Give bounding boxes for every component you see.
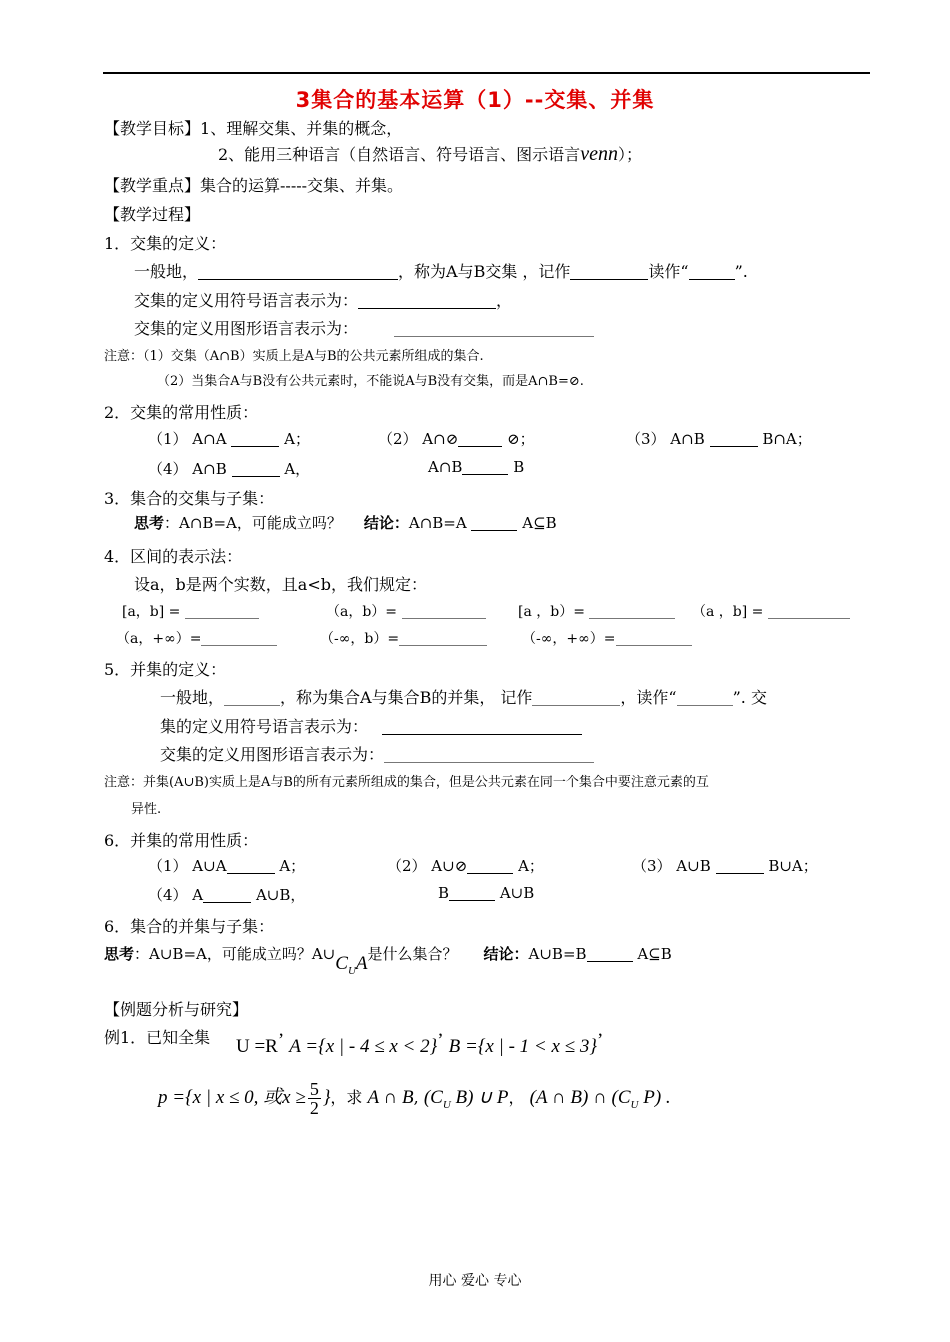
subscript: U: [630, 1098, 639, 1111]
text: （4） A∩B: [148, 460, 227, 478]
text: （-∞，b）=: [320, 631, 400, 647]
note-1: 注意：（1）交集（A∩B）实质上是A与B的公共元素所组成的集合.: [104, 349, 484, 364]
blank[interactable]: [587, 946, 633, 962]
text: ：A∪B=A，可能成立吗？A∪: [134, 945, 336, 963]
section-2-heading: 2．交集的常用性质：: [104, 403, 259, 422]
text: ⊘；: [507, 430, 535, 448]
blank[interactable]: [458, 431, 502, 447]
text: （a ，b] =: [692, 604, 764, 620]
text: [a ，b）=: [518, 604, 585, 620]
text: A∪B=B: [528, 945, 587, 963]
text: B: [513, 458, 525, 476]
text: A∪B: [499, 884, 535, 902]
property-2-1: [148, 428, 310, 449]
text: C: [335, 953, 348, 974]
text: A，: [284, 460, 311, 478]
text: A；: [279, 857, 306, 875]
blank[interactable]: [710, 431, 758, 447]
universal-set: U =R: [236, 1036, 278, 1057]
think-line-3: [134, 512, 557, 533]
blank[interactable]: [185, 604, 259, 619]
text: A∪B，: [255, 886, 306, 904]
process-label: 【教学过程】: [104, 205, 201, 224]
text: 一般地，: [160, 688, 225, 707]
text: （2）当集合A与B没有公共元素时，不能说A与B没有交集，而是A∩B=: [157, 374, 569, 389]
text: 一般地，: [134, 262, 199, 281]
focus-label: 【教学重点】: [104, 176, 201, 195]
section-5-heading: 5．并集的定义：: [104, 660, 227, 679]
section-1-heading: 1．交集的定义：: [104, 234, 227, 253]
union-def-line: [160, 685, 767, 708]
text: 集的定义用符号语言表示为：: [160, 717, 369, 736]
text: 交集的定义用图形语言表示为：: [134, 319, 359, 338]
objectives-line-1: [104, 116, 402, 139]
fraction: [308, 1080, 321, 1117]
text: ，求: [330, 1088, 363, 1107]
text: ：A∩B=A，可能成立吗？: [164, 514, 342, 532]
property-6-4: [148, 884, 305, 905]
subscript: U: [347, 964, 356, 977]
text: }: [322, 1087, 331, 1108]
intersection-symbol-line: [134, 288, 512, 311]
interval-closed: [122, 601, 259, 621]
separator: ’: [277, 1030, 285, 1051]
text: 交集的定义用图形语言表示为：: [160, 745, 385, 764]
examples-label: 【例题分析与研究】: [104, 1000, 249, 1019]
text: 读作“: [648, 262, 689, 281]
blank[interactable]: [231, 431, 279, 447]
text: A: [355, 953, 368, 974]
interval-all: [522, 628, 692, 648]
top-rule: [103, 72, 870, 74]
text: A；: [284, 430, 310, 448]
empty-set-icon: ⊘: [568, 374, 580, 389]
text: .: [579, 374, 584, 389]
objective-item-2-end: ）；: [617, 145, 642, 164]
text: ，: [496, 291, 513, 310]
text: A⊆B: [522, 514, 557, 532]
text: （-∞，+∞）=: [522, 631, 616, 647]
section-6-heading: 6．并集的常用性质：: [104, 831, 259, 850]
property-2-2: [378, 428, 535, 449]
venn-term: venn: [580, 143, 618, 165]
text: B∩A；: [762, 430, 812, 448]
intersection-def-line: [134, 259, 748, 282]
blank[interactable]: [203, 887, 251, 903]
objective-item-2: 2、能用三种语言（自然语言、符号语言、图示语言: [218, 145, 581, 164]
blank-definition[interactable]: [224, 689, 280, 706]
blank-definition[interactable]: [198, 263, 398, 280]
text: ，称为A与B交集 ，记作: [398, 262, 571, 281]
example-1-sets: [236, 1030, 604, 1058]
property-6-5: [438, 884, 534, 902]
text: (A ∩ B) ∩ (C: [529, 1087, 631, 1108]
text: [a，b] =: [122, 604, 181, 620]
interval-intro: 设a，b是两个实数，且a<b，我们规定：: [134, 575, 427, 594]
text: B∪A；: [768, 857, 818, 875]
objectives-label: 【教学目标】: [104, 119, 201, 138]
text: （3） A∪B: [632, 857, 711, 875]
union-graphic-line: [160, 742, 594, 765]
blank[interactable]: [232, 461, 280, 477]
numerator: 5: [309, 1079, 319, 1099]
property-2-5: [428, 458, 524, 476]
blank[interactable]: [462, 459, 508, 475]
focus-line: [104, 173, 403, 196]
example-1-label: 例1．已知全集: [104, 1028, 211, 1047]
blank-graphic[interactable]: [384, 746, 594, 763]
property-2-3: [626, 428, 812, 449]
interval-open: [326, 601, 486, 621]
blank[interactable]: [589, 604, 675, 619]
think-label: 思考: [104, 945, 135, 963]
interval-half-open-left: [692, 601, 850, 621]
focus-text: 集合的运算-----交集、并集。: [200, 176, 404, 195]
interval-neg-inf-b: [320, 628, 487, 648]
question-3: [529, 1087, 671, 1111]
empty-set-icon: ⊘: [445, 430, 459, 448]
text: （2） A∩: [378, 430, 446, 448]
property-6-1: [148, 855, 305, 876]
text: （1） A∪A: [148, 857, 227, 875]
separator: ’: [437, 1030, 444, 1051]
subscript: U: [442, 1098, 451, 1111]
conclusion-label: 结论：: [363, 514, 409, 532]
text: 是什么集合？: [367, 945, 458, 963]
blank[interactable]: [449, 885, 495, 901]
separator: ’: [596, 1030, 604, 1051]
blank[interactable]: [471, 515, 517, 531]
blank-reading[interactable]: [677, 689, 733, 706]
interval-half-open-right: [518, 601, 675, 621]
blank[interactable]: [201, 631, 277, 646]
text: B: [438, 884, 450, 902]
text: A: [637, 945, 649, 963]
interval-a-inf: [116, 628, 277, 648]
complement-cu: [335, 953, 368, 977]
question-2: [423, 1087, 509, 1111]
text: （1） A∩A: [148, 430, 227, 448]
text: （a，+∞）=: [116, 631, 202, 647]
text: （2） A∪: [387, 857, 455, 875]
text: （4） A: [148, 886, 204, 904]
question-1: A ∩ B: [367, 1087, 414, 1108]
text: ⊆B: [648, 945, 672, 963]
text: ”.: [734, 262, 748, 281]
union-symbol-line: [160, 714, 582, 737]
union-note-1: 注意：并集(A∪B)实质上是A与B的所有元素所组成的集合，但是公共元素在同一个集合中要注意元素的互: [104, 775, 709, 790]
objective-item-1: 1、理解交集、并集的概念，: [200, 119, 403, 138]
set-b: B ={x | - 1 < x ≤ 3}: [448, 1036, 597, 1057]
union-note-2: 异性.: [131, 802, 162, 817]
text: P) .: [638, 1087, 671, 1108]
text: A；: [518, 857, 544, 875]
intersection-graphic-line: [134, 316, 594, 339]
think-line-7: [104, 943, 672, 977]
blank[interactable]: [227, 858, 275, 874]
property-2-4: [148, 458, 310, 479]
objectives-line-2: [218, 142, 642, 166]
example-1-question: p ={x | x ≤ 0, 或x ≥ $\frac{5}{2}$ }，求 A ∩ B, ($C_U$ B) ∪ P， (A ∩ B) ∩ ($C_U$ P) .: [158, 1079, 671, 1118]
note-2: [157, 370, 584, 389]
blank-notation[interactable]: [532, 689, 620, 706]
blank[interactable]: [402, 604, 486, 619]
property-6-2: [387, 855, 544, 876]
text: A∩B=A: [408, 514, 467, 532]
blank-reading[interactable]: [689, 263, 735, 280]
blank-notation[interactable]: [570, 263, 648, 280]
think-label: 思考: [134, 514, 165, 532]
blank[interactable]: [716, 858, 764, 874]
blank[interactable]: [399, 631, 487, 646]
text: B) ∪ P: [450, 1087, 509, 1108]
denominator: 2: [309, 1098, 319, 1118]
text: （a，b）=: [326, 604, 398, 620]
blank-symbol[interactable]: [382, 718, 582, 735]
blank[interactable]: [616, 631, 692, 646]
footer-text: 用心 爱心 专心: [428, 1273, 522, 1289]
set-a: A ={x | - 4 ≤ x < 2}: [289, 1036, 438, 1057]
text: （3） A∩B: [626, 430, 705, 448]
empty-set-icon: ⊘: [454, 857, 468, 875]
text: 交集的定义用符号语言表示为：: [134, 291, 359, 310]
section-3-heading: 3．集合的交集与子集：: [104, 489, 275, 508]
blank[interactable]: [768, 604, 850, 619]
set-p: p ={x | x ≤ 0, 或x ≥: [158, 1087, 306, 1108]
blank-symbol[interactable]: [358, 292, 496, 309]
text: ，称为集合A与集合B的并集， 记作: [280, 688, 533, 707]
page-title: 3集合的基本运算（1）--交集、并集: [295, 88, 655, 112]
text: A∩B: [428, 458, 463, 476]
text: ，读作“: [620, 688, 677, 707]
text: (C: [423, 1087, 443, 1108]
property-6-3: [632, 855, 818, 876]
section-7-heading: 6．集合的并集与子集：: [104, 917, 275, 936]
blank-graphic[interactable]: [394, 320, 594, 337]
text: ”. 交: [732, 688, 767, 707]
blank[interactable]: [467, 858, 513, 874]
section-4-heading: 4．区间的表示法：: [104, 547, 243, 566]
conclusion-label: 结论：: [483, 945, 529, 963]
